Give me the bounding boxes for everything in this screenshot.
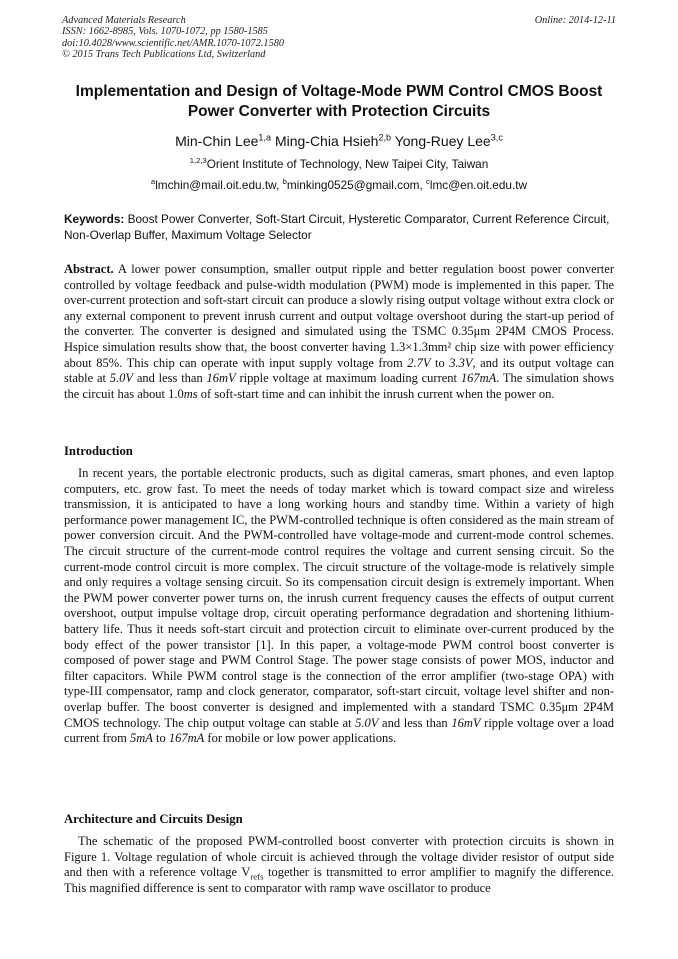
introduction-vout: 5.0V — [355, 715, 379, 730]
architecture-text: together is transmitted to error amplifier to magnify the difference. This magnified difference is sent to comparator with ramp wave oscillator to produce — [64, 865, 614, 895]
abstract-text: ripple voltage at maximum loading current — [235, 371, 461, 386]
paper-title — [40, 82, 638, 122]
online-date: Online: 2014-12-11 — [534, 15, 616, 26]
abstract-text: chip size with power efficiency about — [64, 339, 614, 370]
email-b[interactable]: minking0525@gmail.com, — [286, 178, 427, 192]
architecture-heading: Architecture and Circuits Design — [64, 812, 243, 826]
introduction-heading: Introduction — [64, 444, 133, 458]
author-emails — [40, 178, 638, 193]
abstract-text: , and its output voltage can stable at — [64, 355, 614, 386]
abstract-label: Abstract. — [64, 262, 114, 276]
abstract-ms: ms — [183, 386, 198, 401]
architecture-text: The schematic of the proposed PWM-controlled boost converter with protection circuits is shown in Figure 1. Voltage regulation of whole circuit is achieved through the voltage divider resistor of output side and then with a reference voltage V — [64, 834, 614, 880]
introduction-text: ripple voltage over a load current from — [64, 715, 614, 746]
keywords-section — [64, 212, 614, 243]
author-1-sup: 1,a — [258, 132, 272, 143]
email-b-sup: b — [282, 177, 287, 187]
email-c-sup: c — [426, 177, 430, 187]
introduction-paragraph — [64, 466, 614, 747]
author-2-sup: 2,b — [378, 132, 392, 143]
keywords-label: Keywords: — [64, 212, 125, 226]
abstract-text: to — [430, 355, 450, 370]
abstract-text: . The simulation shows the circuit has about 1.0 — [64, 371, 614, 401]
affiliation-sup: 1,2,3 — [189, 156, 207, 166]
title-line-1: Implementation and Design of Voltage-Mode PWM Control CMOS Boost — [75, 83, 603, 100]
introduction-text: In recent years, the portable electronic products, such as digital cameras, smart phones, and even laptop computers, etc. grow fast. To meet the needs of today market which is toward compact size and wireless transmission, it is anticipated to have a long working hours and standby time. Within a variety of high performance power management IC, the PWM-controlled technique is often considered as the main stream of power conversion circuit. And the PWM-controlled have voltage-mode and current-mode control schemes. The circuit structure of the current-mode control requires the voltage and current sensing circuit. So the current-mode control circuit is more complex. The circuit structure of the voltage-mode is relatively simple and only requires a voltage sensing circuit. So its compensation circuit design is extremely important. When the PWM power converter power turns on, the inrush current frequency causes the effects of output current overshoot, output impulse voltage drop, circuit operating performance degradation and shortening lithium-battery life. Thus it needs soft-start circuit and protection circuit to eliminate over-current produced by the body effect of the power transistor [1]. In this paper, a voltage-mode PWM control boost converter is composed of power stage and PWM Control Stage. The power stage consists of power MOS, inductor and filter capacitors. While PWM control stage is the connection of the error amplifier (two-stage OPA) with type-III compensator, ramp and clock generator, comparator, soft-start circuit, voltage level shifter and non-overlap buffer. The boost converter is designed and implemented with a standard TSMC 0.35μm 2P4M CMOS technology. The chip output voltage can stable at — [64, 466, 614, 730]
doi-line[interactable]: doi:10.4028/www.scientific.net/AMR.1070-1072.1580 — [62, 37, 285, 49]
introduction-text: and less than — [378, 715, 452, 730]
keywords-text: Boost Power Converter, Soft-Start Circuit, Hysteretic Comparator, Current Reference Circuit, Non-Overlap Buffer, Maximum Voltage Selector — [64, 212, 610, 242]
abstract-paragraph — [64, 262, 614, 402]
issn-line: ISSN: 1662-8985, Vols. 1070-1072, pp 1580-1585 — [62, 26, 268, 38]
author-list — [40, 132, 638, 150]
abstract-text: of soft-start time and can inhibit the inrush current when the power on. — [197, 386, 555, 401]
email-c[interactable]: lmc@en.oit.edu.tw — [429, 178, 528, 192]
introduction-imin: 5mA — [129, 731, 153, 746]
email-a[interactable]: lmchin@mail.oit.edu.tw, — [155, 178, 283, 192]
introduction-text: to — [152, 731, 169, 746]
journal-header — [62, 15, 616, 61]
architecture-paragraph — [64, 834, 614, 896]
vref-subscript: refs — [250, 871, 264, 882]
abstract-text: A lower power consumption, smaller output ripple and better regulation boost power converter controlled by voltage feedback and pulse-width modulation (PWM) mode is implemented in this paper. The over-current protection and soft-start circuit can produce a slowly rising output voltage without extra clock or any external component to prevent inrush current and output voltage overshoot during the start-up period of the converter. The converter is designed and simulated using the TSMC 0.35μm 2P4M CMOS Process. Hspice simulation results show that, the boost converter having — [64, 262, 614, 354]
journal-name: Advanced Materials Research — [62, 15, 186, 26]
abstract-vmax: 3.3V — [449, 355, 473, 370]
author-3: Yong-Ruey Lee — [394, 133, 491, 149]
author-1: Min-Chin Lee — [175, 133, 259, 149]
author-2: Ming-Chia Hsieh — [274, 133, 379, 149]
abstract-vout: 5.0V — [109, 371, 134, 386]
abstract-ripple: 16mV — [206, 371, 236, 386]
introduction-text: for mobile or low power applications. — [204, 731, 397, 746]
title-line-2: Power Converter with Protection Circuits — [187, 103, 491, 120]
affiliation — [40, 157, 638, 172]
affiliation-text: Orient Institute of Technology, New Taipei City, Taiwan — [206, 157, 489, 171]
introduction-ripple: 16mV — [451, 715, 481, 730]
abstract-vmin: 2.7V — [407, 355, 431, 370]
abstract-text: and less than — [133, 371, 207, 386]
introduction-imax: 167mA — [168, 731, 205, 746]
abstract-efficiency: 85% — [96, 355, 120, 370]
abstract-iload: 167mA — [460, 371, 497, 386]
abstract-chip-size: 1.3×1.3mm² — [389, 339, 452, 354]
abstract-text: . This chip can operate with input supply voltage from — [119, 355, 408, 370]
author-3-sup: 3,c — [490, 132, 503, 143]
email-a-sup: a — [150, 177, 156, 187]
copyright-line: © 2015 Trans Tech Publications Ltd, Switzerland — [62, 49, 266, 61]
